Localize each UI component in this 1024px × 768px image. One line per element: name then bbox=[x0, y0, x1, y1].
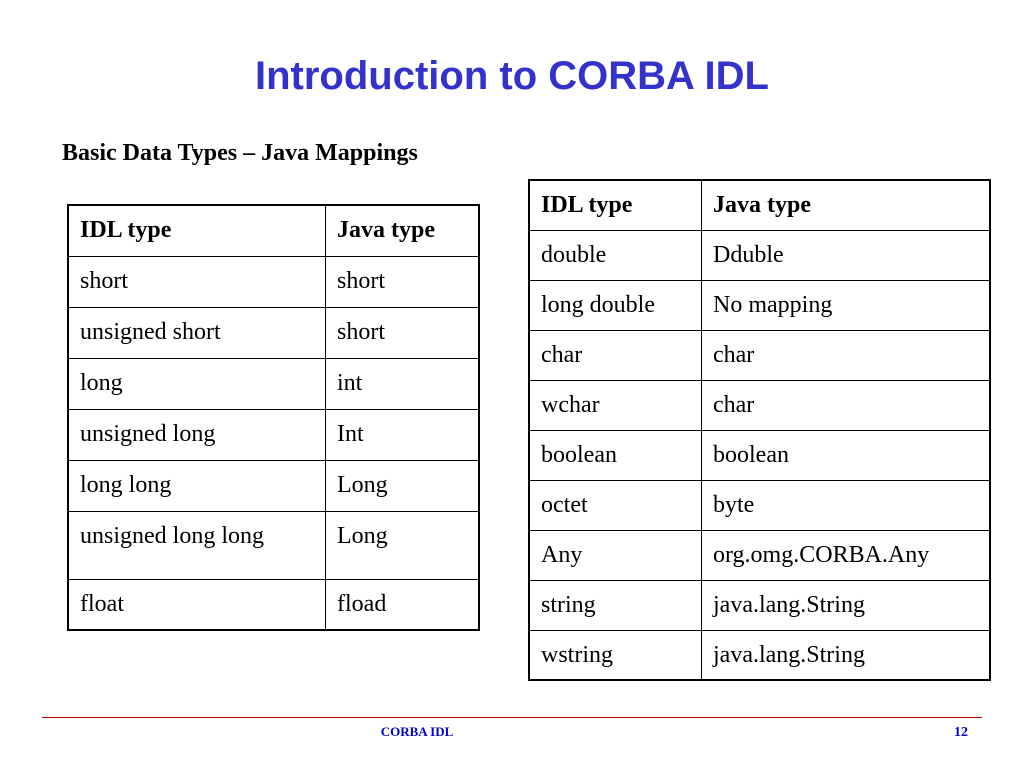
idl-type-cell: wstring bbox=[529, 630, 702, 680]
java-type-cell: No mapping bbox=[702, 280, 991, 330]
java-type-cell: fload bbox=[326, 579, 480, 630]
table-row bbox=[68, 256, 479, 307]
table-header-row bbox=[529, 180, 990, 230]
java-type-cell: org.omg.CORBA.Any bbox=[702, 530, 991, 580]
table-row bbox=[68, 511, 479, 579]
idl-type-cell: unsigned long long bbox=[68, 511, 326, 579]
table-row bbox=[68, 460, 479, 511]
table-row bbox=[529, 380, 990, 430]
idl-type-cell: double bbox=[529, 230, 702, 280]
idl-type-cell: wchar bbox=[529, 380, 702, 430]
table-row bbox=[529, 280, 990, 330]
idl-type-cell: long double bbox=[529, 280, 702, 330]
table-row bbox=[529, 430, 990, 480]
idl-type-cell: short bbox=[68, 256, 326, 307]
header-idl-type: IDL type bbox=[68, 205, 326, 256]
java-type-cell: Long bbox=[326, 460, 480, 511]
slide-subtitle: Basic Data Types – Java Mappings bbox=[62, 140, 418, 166]
java-type-cell: char bbox=[702, 380, 991, 430]
java-type-cell: boolean bbox=[702, 430, 991, 480]
java-type-cell: int bbox=[326, 358, 480, 409]
table-header-row bbox=[68, 205, 479, 256]
java-type-cell: short bbox=[326, 307, 480, 358]
java-type-cell: Int bbox=[326, 409, 480, 460]
java-type-cell: java.lang.String bbox=[702, 580, 991, 630]
header-java-type: Java type bbox=[702, 180, 991, 230]
table-row bbox=[68, 307, 479, 358]
table-row bbox=[529, 480, 990, 530]
table-row bbox=[68, 409, 479, 460]
idl-type-cell: unsigned long bbox=[68, 409, 326, 460]
table-row bbox=[68, 358, 479, 409]
idl-type-cell: string bbox=[529, 580, 702, 630]
left-mapping-table bbox=[67, 204, 480, 631]
java-type-cell: Long bbox=[326, 511, 480, 579]
footer-label: CORBA IDL bbox=[380, 724, 454, 739]
java-type-cell: Dduble bbox=[702, 230, 991, 280]
footer-divider bbox=[42, 717, 982, 718]
idl-type-cell: boolean bbox=[529, 430, 702, 480]
java-type-cell: short bbox=[326, 256, 480, 307]
idl-type-cell: long bbox=[68, 358, 326, 409]
table-row bbox=[529, 230, 990, 280]
java-type-cell: byte bbox=[702, 480, 991, 530]
right-mapping-table bbox=[528, 179, 991, 681]
idl-type-cell: float bbox=[68, 579, 326, 630]
idl-type-cell: unsigned short bbox=[68, 307, 326, 358]
table-row bbox=[68, 579, 479, 630]
header-java-type: Java type bbox=[326, 205, 480, 256]
slide-title: Introduction to CORBA IDL bbox=[255, 54, 769, 98]
idl-type-cell: octet bbox=[529, 480, 702, 530]
java-type-cell: char bbox=[702, 330, 991, 380]
idl-type-cell: long long bbox=[68, 460, 326, 511]
idl-type-cell: char bbox=[529, 330, 702, 380]
table-row bbox=[529, 530, 990, 580]
table-row bbox=[529, 630, 990, 680]
java-type-cell: java.lang.String bbox=[702, 630, 991, 680]
idl-type-cell: Any bbox=[529, 530, 702, 580]
table-row bbox=[529, 580, 990, 630]
table-row bbox=[529, 330, 990, 380]
header-idl-type: IDL type bbox=[529, 180, 702, 230]
page-number: 12 bbox=[954, 725, 968, 740]
